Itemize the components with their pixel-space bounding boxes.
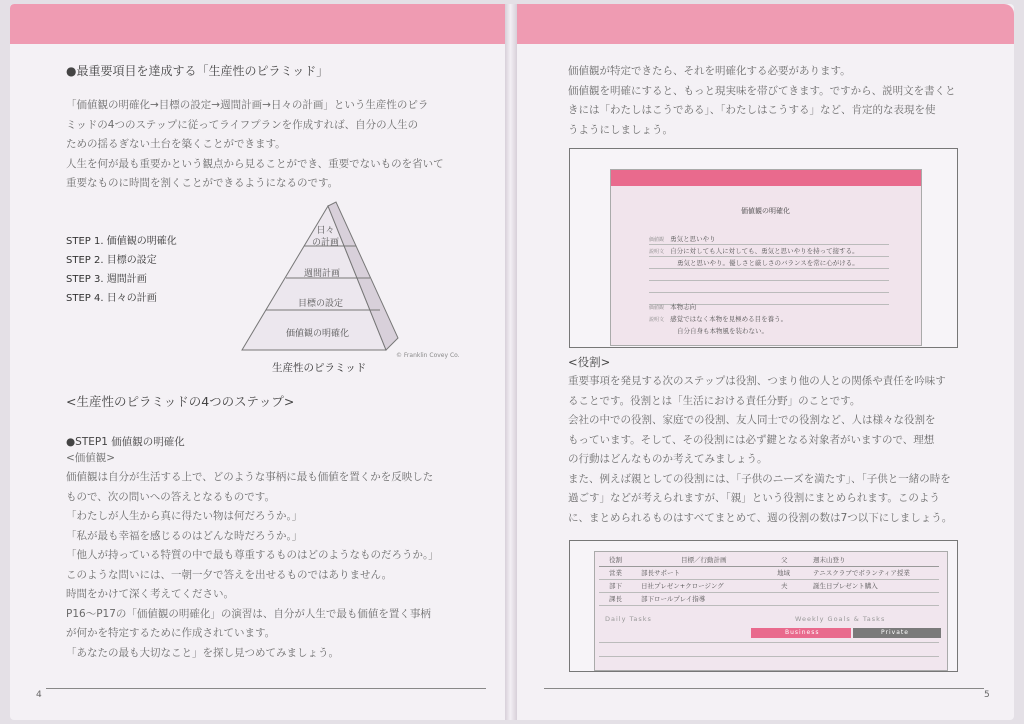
intro-line: 価値観を明確にすると、もっと現実味を帯びてきます。ですから、説明文を書くと: [568, 84, 956, 97]
page-number: 5: [984, 690, 990, 700]
field-label: 価値観: [649, 305, 665, 311]
form-entry: [649, 246, 859, 255]
left-page: [10, 4, 512, 720]
body-line: 「私が最も幸福を感じるのはどんな時だろうか。」: [66, 529, 303, 542]
book-gutter: [505, 4, 517, 720]
step-item: STEP 2. 目標の設定: [66, 255, 157, 266]
form-rule: [649, 256, 889, 257]
body-line: 価値観は自分が生活する上で、どのような事柄に最も価値を置くかを反映した: [66, 471, 434, 483]
body-line: 重要事項を発見する次のステップは役割、つまり他の人との関係や責任を吟味す: [568, 375, 946, 387]
step-list: [66, 232, 177, 308]
table-header: 父: [781, 556, 788, 564]
body-line: ることです。役割とは「生活における責任分野」のことです。: [568, 394, 861, 407]
table-cell: 営業: [609, 569, 622, 577]
table-rule: [599, 605, 939, 606]
private-label: Private: [881, 629, 909, 636]
intro-paragraph: [66, 96, 444, 194]
intro-paragraph: [568, 62, 956, 140]
field-value: 自分自身も本物風を装わない。: [677, 327, 768, 335]
role-paragraph: [568, 372, 952, 528]
form-entry: [649, 234, 716, 243]
intro-line: ための揺るぎない土台を築くことができます。: [66, 138, 286, 150]
table-rule: [599, 566, 939, 567]
table-cell: 日社プレゼン+クロージング: [641, 582, 724, 590]
copyright-notice: © Franklin Covey Co.: [396, 352, 460, 359]
right-top-band: [514, 4, 1014, 44]
private-bar: [853, 628, 941, 638]
table-cell: 地域: [777, 569, 790, 577]
pyramid-label-line: 日々: [316, 226, 335, 236]
table-rule: [599, 656, 939, 657]
field-label: 説明文: [649, 317, 665, 323]
body-line: 「わたしが人生から真に得たい物は何だろうか。」: [66, 510, 303, 522]
role-heading: <役割>: [568, 355, 611, 369]
body-line: P16〜P17の「価値観の明確化」の演習は、自分が人生で最も価値を置く事柄: [66, 607, 431, 620]
step-item: STEP 4. 日々の計画: [66, 293, 157, 304]
pyramid-level-values: 価値観の明確化: [286, 329, 350, 339]
table-cell: 部下ロールプレイ指導: [641, 595, 706, 603]
table-cell: 誕生日プレゼント購入: [813, 582, 878, 590]
productivity-pyramid: [220, 200, 480, 360]
body-line: に、まとめられるものはすべてまとめて、週の役割の数は7つ以下にしましょう。: [568, 511, 953, 524]
table-rule: [599, 579, 939, 580]
form-rule: [649, 280, 889, 281]
form-rule: [649, 292, 889, 293]
body-line: 時間をかけて深く考えてください。: [66, 588, 234, 600]
pyramid-caption: 生産性のピラミッド: [272, 362, 367, 374]
field-value: 自分に対しても人に対しても、勇気と思いやりを持って接する。: [670, 247, 859, 255]
intro-line: うようにしましょう。: [568, 123, 673, 136]
field-value: 勇気と思いやり: [670, 235, 716, 243]
step-item: STEP 1. 価値観の明確化: [66, 236, 177, 247]
body-line: 「他人が持っている特質の中で最も尊重するものはどのようなものだろうか。」: [66, 549, 439, 561]
table-cell: 夫: [781, 582, 788, 590]
body-line: 会社の中での役割、家庭での役割、友人同士での役割など、人は様々な役割を: [568, 414, 936, 426]
field-value: 本物志向: [670, 303, 697, 311]
intro-line: きには「わたしはこうである」、「わたしはこうする」など、肯定的な表現を使: [568, 104, 936, 116]
form-entry: [649, 314, 787, 323]
pyramid-level-daily: [312, 225, 339, 249]
field-value: 感覚ではなく本物を見極める目を養う。: [670, 315, 788, 323]
daily-tasks-label: Daily Tasks: [605, 615, 652, 623]
body-paragraph: [66, 468, 439, 663]
table-cell: 部下: [609, 582, 622, 590]
intro-line: 「価値観の明確化→目標の設定→週間計画→日々の計画」という生産性のピラ: [66, 99, 429, 111]
table-header: 目標／行動計画: [681, 556, 727, 564]
weekly-goals-label: Weekly Goals & Tasks: [795, 615, 886, 623]
pyramid-level-goals: 目標の設定: [298, 299, 344, 309]
roles-table-frame: [569, 540, 958, 672]
step-item: STEP 3. 週間計画: [66, 274, 147, 285]
business-bar: [751, 628, 851, 638]
footer-rule: [46, 688, 486, 689]
pyramid-level-weekly: 週間計画: [304, 269, 341, 279]
table-header: 役割: [609, 556, 622, 564]
body-line: 「あなたの最も大切なこと」を探し見つめてみましょう。: [66, 646, 339, 659]
values-form-sheet: [610, 169, 922, 346]
form-entry: [649, 302, 696, 311]
body-line: もので、次の問いへの答えとなるものです。: [66, 490, 275, 503]
intro-line: ミッドの4つのステップに従ってライフプランを作成すれば、自分の人生の: [66, 118, 419, 131]
table-rule: [599, 642, 939, 643]
body-line: の行動はどんなものか考えてみましょう。: [568, 453, 768, 465]
body-line: 過ごす」などが考えられますが、「親」という役割にまとめられます。このよう: [568, 492, 940, 504]
table-rule: [599, 592, 939, 593]
step1-heading: ●STEP1 価値観の明確化: [66, 436, 185, 448]
roles-table-sheet: [594, 551, 948, 671]
field-label: 価値観: [649, 237, 665, 243]
field-label: 説明文: [649, 249, 665, 255]
form-rule: [649, 268, 889, 269]
values-form-frame: [569, 148, 958, 348]
table-cell: テニスクラブでボランティア授業: [813, 569, 910, 577]
page-number: 4: [36, 690, 42, 700]
body-line: もっています。そして、その役割には必ず鍵となる対象者がいますので、理想: [568, 433, 935, 446]
body-line: このような問いには、一朝一夕で答えを出せるものではありません。: [66, 568, 393, 581]
intro-line: 人生を何が最も重要かという観点から見ることができ、重要でないものを省いて: [66, 157, 444, 170]
right-page: [514, 4, 1014, 720]
intro-line: 価値観が特定できたら、それを明確化する必要があります。: [568, 65, 851, 77]
form-header-bar: [611, 170, 921, 186]
form-title: 価値観の明確化: [741, 207, 790, 215]
table-header: 週末山登り: [813, 556, 846, 564]
field-value: 勇気と思いやり。優しさと厳しさのバランスを常に心がける。: [677, 259, 859, 267]
sub-heading: <生産性のピラミッドの4つのステップ>: [66, 394, 295, 409]
footer-rule: [544, 688, 984, 689]
intro-line: 重要なものに時間を割くことができるようになるのです。: [66, 177, 339, 189]
left-top-band: [10, 4, 512, 44]
body-line: が何かを特定するために作成されています。: [66, 627, 276, 639]
pyramid-label-line: の計画: [312, 238, 340, 248]
table-cell: 課長: [609, 595, 622, 603]
form-rule: [649, 244, 889, 245]
table-cell: 部長サポート: [641, 569, 680, 577]
values-label: <価値観>: [66, 452, 116, 464]
body-line: また、例えば親としての役割には、「子供のニーズを満たす」、「子供と一緒の時を: [568, 472, 951, 485]
section-heading: ●最重要項目を達成する「生産性のピラミッド」: [66, 64, 329, 78]
business-label: Business: [785, 629, 820, 636]
